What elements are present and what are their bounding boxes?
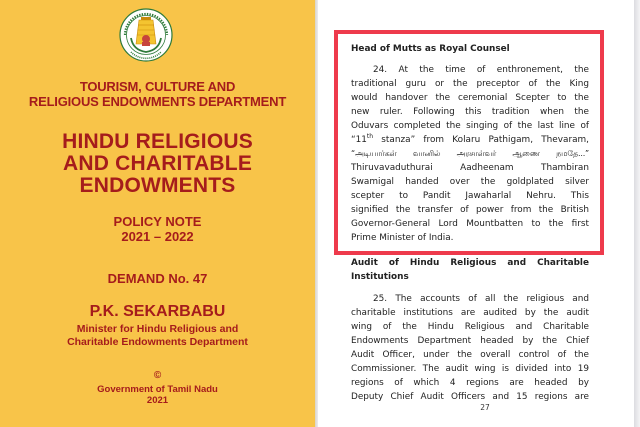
paragraph-24-line-3: would handover the ceremonial Scepter to the bbox=[351, 93, 589, 103]
policy-year: 2021 – 2022 bbox=[121, 229, 194, 244]
paragraph-24-line-6 bbox=[351, 133, 589, 147]
department-name bbox=[0, 79, 315, 109]
audit-heading-line-2: Institutions bbox=[351, 272, 409, 282]
minister-title-line-2: Charitable Endowments Department bbox=[67, 336, 248, 348]
cover-title-line-3: ENDOWMENTS bbox=[79, 174, 236, 197]
minister-title bbox=[0, 323, 315, 349]
cover-title bbox=[0, 131, 315, 197]
policy-note-cover bbox=[0, 0, 315, 427]
paragraph-24-line-8: Thiruvavaduthurai Aadheenam Thambiran bbox=[351, 163, 589, 173]
publisher-name: Government of Tamil Nadu bbox=[97, 384, 218, 395]
paragraph-25-line-8: Deputy Chief Audit Officers and 15 regions are bbox=[351, 392, 589, 402]
department-line-1: TOURISM, CULTURE AND bbox=[79, 79, 236, 94]
paragraph-24-line-10: scepter to Pandit Jawaharlal Nehru. This bbox=[351, 191, 589, 201]
policy-note-block bbox=[0, 214, 315, 244]
page-number: 27 bbox=[480, 403, 490, 412]
tamil-verse-line: “அடியார்கள் வானில் அரசாள்வர் ஆணை நமதே...” bbox=[351, 149, 589, 158]
stanza-superscript: th bbox=[366, 133, 374, 141]
paragraph-25-line-6: Commissioner. The audit wing is divided into 19 bbox=[351, 364, 589, 374]
paragraph-24 bbox=[351, 63, 589, 245]
publish-year: 2021 bbox=[146, 395, 169, 406]
paragraph-24-line-13: Prime Minister of India. bbox=[351, 233, 454, 243]
cover-title-line-1: HINDU RELIGIOUS bbox=[62, 130, 253, 153]
minister-title-line-1: Minister for Hindu Religious and bbox=[76, 323, 239, 335]
paragraph-25-line-7: regions of which 4 regions are headed by bbox=[351, 378, 589, 388]
demand-number: DEMAND No. 47 bbox=[107, 271, 208, 286]
paragraph-25-line-2: charitable institutions are audited by the audit bbox=[351, 308, 589, 318]
audit-heading-line-1: Audit of Hindu Religious and Charitable bbox=[351, 258, 589, 268]
policy-note-label: POLICY NOTE bbox=[113, 214, 202, 229]
paragraph-24-line-5: Oduvars completed the singing of the last line of bbox=[351, 121, 589, 131]
paragraph-25-line-3: wing of the Hindu Religious and Charitable bbox=[351, 322, 589, 332]
paragraph-24-line-11: signified the transfer of power from the British bbox=[351, 205, 589, 215]
paragraph-24-line-9: Swamigal handed over the goldplated silver bbox=[351, 177, 589, 187]
page-edge-shadow bbox=[634, 0, 640, 427]
stanza-prefix: “11 bbox=[351, 135, 367, 145]
paragraph-24-line-1: 24. At the time of enthronement, the bbox=[373, 65, 589, 75]
cover-title-line-2: AND CHARITABLE bbox=[62, 152, 253, 175]
paragraph-25-line-1: 25. The accounts of all the religious and bbox=[373, 294, 589, 304]
paragraph-25-line-5: Audit Officer, under the overall control of the bbox=[351, 350, 589, 360]
paragraph-25 bbox=[351, 292, 589, 404]
publisher-block bbox=[0, 384, 315, 406]
paragraph-24-line-12: Governor-General Lord Mountbatten to the first bbox=[351, 219, 589, 229]
paragraph-25-line-4: Endowments Department headed by the Chief bbox=[351, 336, 589, 346]
department-line-2: RELIGIOUS ENDOWMENTS DEPARTMENT bbox=[28, 94, 287, 109]
paragraph-24-line-2: traditional guru or the preceptor of the King bbox=[351, 79, 589, 89]
tamil-nadu-emblem-icon bbox=[119, 8, 173, 62]
section-heading-audit bbox=[351, 256, 589, 284]
stanza-suffix: stanza” from Kolaru Pathigam, Thevaram, bbox=[373, 135, 589, 145]
section-heading-royal-counsel: Head of Mutts as Royal Counsel bbox=[351, 44, 510, 54]
copyright-icon: © bbox=[153, 370, 162, 381]
paragraph-24-line-4: new ruler. Following this tradition when the bbox=[351, 107, 589, 117]
minister-name: P.K. SEKARBABU bbox=[89, 303, 226, 320]
